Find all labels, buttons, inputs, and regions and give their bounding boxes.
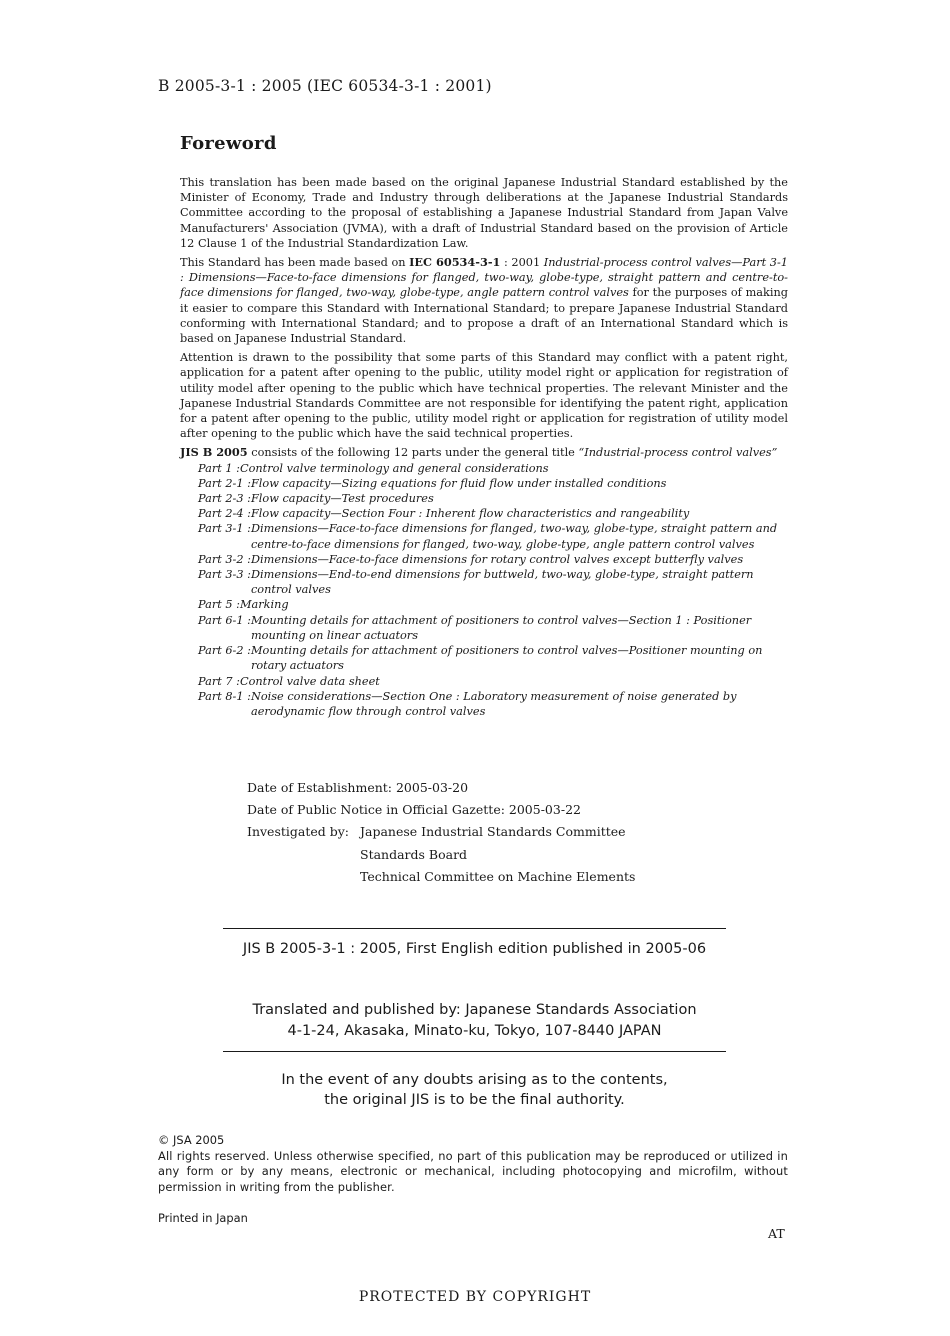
list-item: Part 2-3 : Flow capacity—Test procedures bbox=[198, 492, 434, 506]
establishment-date: Date of Establishment: 2005-03-20 bbox=[247, 780, 469, 795]
foreword-paragraph-3: Attention is drawn to the possibility that some parts of this Standard may conflict with a patent right, application for a patent after opening to the public, utility model right or application for registration of utility model after opening to the public which have technical properties. The relevant Minister and the Japanese Industrial Standards Committee are not responsible for identifying the patent right, application for a patent after opening to the public, utility model right or application for registration of utility model after opening to the public which have the said technical properties. bbox=[180, 351, 788, 441]
foreword-paragraph-4 bbox=[180, 445, 788, 460]
authority-notice-line-2: the original JIS is to be the final authority. bbox=[324, 1092, 625, 1108]
investigated-by-board: Standards Board bbox=[360, 846, 468, 862]
investigated-by-row bbox=[247, 821, 635, 843]
establishment-info bbox=[247, 777, 635, 888]
p4-standard-ref: JIS B 2005 bbox=[180, 445, 248, 460]
parts-list bbox=[180, 461, 788, 719]
foreword-paragraph-1: This translation has been made based on the original Japanese Industrial Standard established by the Minister of Economy, Trade and Industry through deliberations at the Japanese Industrial Standards Committee according to the proposal of establishing a Japanese Industrial Standard from Japan Valve Manufacturers' Association (JVMA), with a draft of Industrial Standard based on the provision of Article 12 Clause 1 of the Industrial Standardization Law. bbox=[180, 176, 788, 250]
list-item: Part 7 : Control valve data sheet bbox=[198, 674, 380, 688]
document-code-header: B 2005-3-1 : 2005 (IEC 60534-3-1 : 2001) bbox=[158, 77, 492, 95]
divider bbox=[223, 1051, 726, 1052]
list-item: Part 3-3 : Dimensions—End-to-end dimensions for buttweld, two-way, globe-type, straight pattern control valves bbox=[198, 568, 754, 597]
divider bbox=[223, 928, 726, 929]
list-item: Part 3-2 : Dimensions—Face-to-face dimensions for rotary control valves except butterfly valves bbox=[198, 552, 744, 566]
list-item: Part 6-1 : Mounting details for attachment of positioners to control valves—Section 1 : Positioner mounting on linear actuators bbox=[198, 613, 752, 642]
edition-statement: JIS B 2005-3-1 : 2005, First English edition published in 2005-06 bbox=[242, 941, 707, 957]
p4-general-title: “Industrial-process control valves” bbox=[578, 446, 778, 460]
investigated-by-technical-committee: Technical Committee on Machine Elements bbox=[360, 868, 636, 884]
investigated-by-committee: Japanese Industrial Standards Committee bbox=[360, 824, 626, 840]
publisher-info bbox=[223, 1000, 726, 1042]
list-item: Part 5 : Marking bbox=[198, 598, 289, 612]
p2-prefix: This Standard has been made based on bbox=[180, 256, 410, 270]
copyright-mark: © JSA 2005 bbox=[158, 1133, 225, 1147]
foreword-title: Foreword bbox=[180, 133, 277, 154]
list-item: Part 3-1 : Dimensions—Face-to-face dimensions for flanged, two-way, globe-type, straight pattern and centre-to-face dimensions for flanged, two-way, globe-type, angle pattern control valves bbox=[198, 522, 778, 551]
p2-standard-title: Industrial-process control valves—Part 3-1 : Dimensions—Face-to-face dimensions for flanged, two-way, globe-type, straight pattern and centre-to-face dimensions for flanged, two-way, globe-type, angle pattern control valves bbox=[180, 256, 788, 300]
investigated-by-label: Investigated by: bbox=[247, 824, 350, 840]
printed-in: Printed in Japan bbox=[158, 1211, 248, 1225]
foreword-paragraph-2 bbox=[180, 255, 788, 346]
rights-statement: All rights reserved. Unless otherwise specified, no part of this publication may be reproduced or utilized in any form or by any means, electronic or mechanical, including photocopying and microfilm, without permission in writing from the publisher. bbox=[158, 1148, 788, 1194]
list-item: Part 2-1 : Flow capacity—Sizing equations for fluid flow under installed conditions bbox=[198, 476, 667, 490]
copyright-block bbox=[158, 1133, 788, 1195]
publisher-line: Translated and published by: Japanese Standards Association bbox=[252, 1002, 697, 1018]
list-item: Part 1 : Control valve terminology and general considerations bbox=[198, 461, 549, 475]
authority-notice bbox=[223, 1070, 726, 1110]
at-code: AT bbox=[768, 1226, 785, 1241]
foreword-body bbox=[180, 175, 788, 719]
public-notice-date: Date of Public Notice in Official Gazette: 2005-03-22 bbox=[247, 802, 581, 818]
list-item: Part 8-1 : Noise considerations—Section One : Laboratory measurement of noise generated by aerodynamic flow through control valves bbox=[198, 689, 737, 718]
publisher-address: 4-1-24, Akasaka, Minato-ku, Tokyo, 107-8440 JAPAN bbox=[287, 1023, 662, 1039]
list-item: Part 6-2 : Mounting details for attachment of positioners to control valves—Positioner mounting on rotary actuators bbox=[198, 644, 763, 673]
p4-middle: consists of the following 12 parts under the general title bbox=[247, 446, 579, 460]
protected-by-copyright-footer: PROTECTED BY COPYRIGHT bbox=[358, 1289, 592, 1305]
list-item: Part 2-4 : Flow capacity—Section Four : Inherent flow characteristics and rangeability bbox=[198, 507, 690, 521]
p2-standard-ref: IEC 60534-3-1 bbox=[409, 255, 501, 270]
p2-year: : 2001 bbox=[500, 256, 544, 270]
authority-notice-line-1: In the event of any doubts arising as to the contents, bbox=[281, 1072, 668, 1088]
p2-suffix: for the purposes of making it easier to compare this Standard with International Standard; to prepare Japanese Industrial Standard conforming with International Standard; and to propose a draft of an International Standard which is based on Japanese Industrial Standard. bbox=[180, 286, 788, 346]
